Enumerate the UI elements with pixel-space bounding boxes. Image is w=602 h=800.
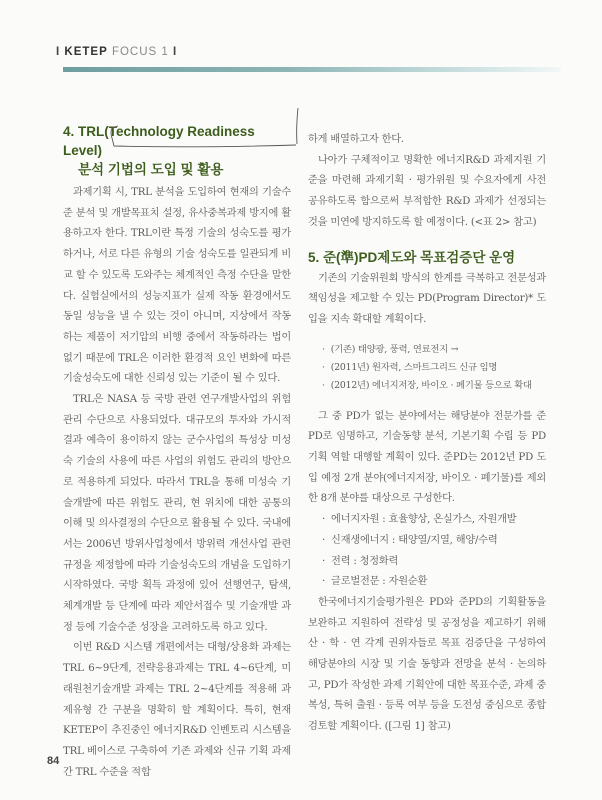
paragraph: 한국에너지기술평가원은 PD와 준PD의 기획활동을 보완하고 지원하여 전략성 및 공정성을 제고하기 위해 산 · 학 · 연 각계 권위자들로 목표 검증단을 구성하여 해당분야의 시장 및 기술 동향과 전망을 분석 · 논의하고, PD가 작성한 과제 기획안에 대한 목표수준, 과제 중복성, 특허 출원 · 등록 여부 등을 도전성 중심으로 종합 검토할 계획이다. ([그림 1] 참고) xyxy=(308,596,546,733)
header-rule xyxy=(63,67,561,72)
left-column xyxy=(63,122,291,783)
paragraph: 그 중 PD가 없는 분야에서는 해당분야 전문가를 준PD로 임명하고, 기술동향 분석, 기본기획 수립 등 PD 기획 역할 대행할 계획이 있다. 준PD는 2012년 PD 도입 예정 2개 분야(에너지저장, 바이오 · 폐기물)를 제외한 8개 분야를 대상으로 구성한다. xyxy=(308,410,546,505)
list-item: · (2011년) 원자력, 스마트그리드 신규 임명 xyxy=(308,359,546,377)
right-column xyxy=(308,130,546,738)
list-item: · 에너지자원 : 효율향상, 온실가스, 자원개발 xyxy=(308,510,546,531)
section-4-title-line1: 4. TRL(Technology Readiness Level) xyxy=(63,124,255,158)
paragraph: 과제기획 시, TRL 분석을 도입하여 현재의 기술수준 분석 및 개발목표치 설정, 유사중복과제 방지에 활용하고자 한다. TRL이란 특정 기술의 성숙도를 평가하거나, 서로 다른 유형의 기술 성숙도를 일관되게 비교 할 수 있도록 도와주는 체계적인 측정 수단을 말한다. 실험실에서의 성능지표가 실제 작동 환경에서도 동일 성능을 낼 수 있는 것이 아니며, 지상에서 작동하는 제품이 저기압의 비행 중에서 작동하라는 법이 없기 때문에 TRL은 이러한 환경적 요인 변화에 따른 기술성숙도에 대한 신뢰성 있는 기준이 될 수 있다. xyxy=(63,187,291,385)
running-header xyxy=(56,46,177,58)
paragraph: 나아가 구체적이고 명확한 에너지R&D 과제지원 기준을 마련해 과제기획 · 평가위원 및 수요자에게 사전 공유하도록 함으로써 부적합한 R&D 과제가 선정되는 것을 미연에 방지하도록 할 예정이다. (<표 2> 참고) xyxy=(308,154,546,228)
field-list xyxy=(308,510,546,593)
header-left-mark: I xyxy=(56,46,61,58)
list-item: · 전력 : 청정화력 xyxy=(308,552,546,573)
list-item: · (기존) 태양광, 풍력, 연료전지 → xyxy=(308,341,546,359)
pd-expansion-list xyxy=(308,341,546,395)
section-4-title-line2: 분석 기법의 도입 및 활용 xyxy=(78,162,224,177)
list-item: · 신재생에너지 : 태양열/지열, 해양/수력 xyxy=(308,531,546,552)
page-number: 84 xyxy=(47,755,60,767)
paragraph-continuation: 하게 배열하고자 한다. xyxy=(308,134,404,145)
header-right-mark: I xyxy=(173,46,178,58)
section-4-heading xyxy=(63,122,291,179)
section-5-heading: 5. 준(準)PD제도와 목표검증단 운영 xyxy=(308,249,516,265)
list-item: · 글로벌전문 : 자원순환 xyxy=(308,572,546,593)
paragraph: TRL은 NASA 등 국방 관련 연구개발사업의 위험관리 수단으로 사용되었다. 대규모의 투자와 가시적 결과 예측이 용이하지 않는 군수사업의 특성상 미성숙 기술의 사용에 따른 사업의 위험도 관리의 방안으로 적용하게 되었다. 따라서 TRL을 통해 미성숙 기술개발에 따른 위험도 관리, 현 위치에 대한 공통의 이해 및 의사결정의 수단으로 활용될 수 있다. 국내에서는 2006년 방위사업청에서 방위력 개선사업 관련 규정을 제정함에 따라 기술성숙도의 개념을 도입하기 시작하였다. 국방 획득 과정에 있어 선행연구, 탐색, 체계개발 등 단계에 따라 제안서접수 및 기술개발 과정 등에 기술수준 성장을 고려하도록 하고 있다. xyxy=(63,394,291,633)
paragraph: 이번 R&D 시스템 개편에서는 대형/상용화 과제는 TRL 6~9단계, 전략응용과제는 TRL 4~6단계, 미래원천기술개발 과제는 TRL 2~4단계를 적용해 과제유형 간 구분을 명확히 할 계획이다. 특히, 현재 KETEP이 추진중인 에너지R&D 인벤토리 시스템을 TRL 베이스로 구축하여 기존 과제와 신규 기획 과제 간 TRL 수준을 적합 xyxy=(63,642,291,778)
paragraph: 기존의 기술위원회 방식의 한계를 극복하고 전문성과 책임성을 제고할 수 있는 PD(Program Director)* 도입을 지속 확대할 계획이다. xyxy=(308,272,546,325)
header-section: FOCUS 1 xyxy=(111,46,169,58)
list-item: · (2012년) 에너지저장, 바이오 · 폐기물 등으로 확대 xyxy=(308,377,546,395)
header-brand: KETEP xyxy=(64,46,108,58)
